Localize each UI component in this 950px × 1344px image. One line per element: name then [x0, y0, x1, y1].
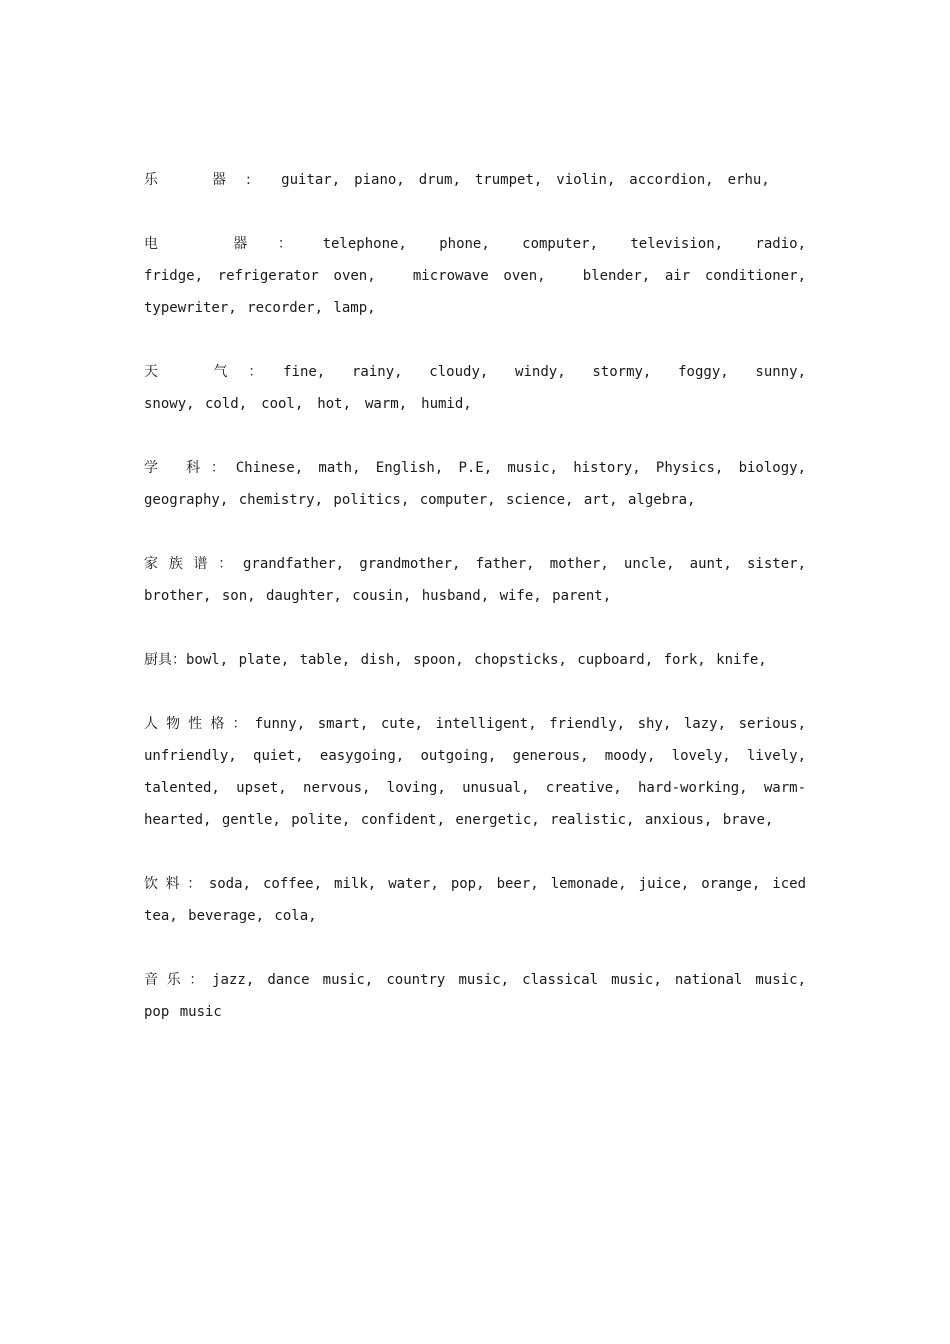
entry-words: guitar, piano, drum, trumpet, violin, accordion, erhu, [281, 172, 770, 188]
entry-words: Chinese, math, English, P.E, music, history, Physics, biology, geography, chemistry, politics, computer, science, art, algebra, [144, 460, 806, 508]
entry-words: funny, smart, cute, intelligent, friendly, shy, lazy, serious, unfriendly, quiet, easygoing, outgoing, generous, moody, lovely, lively, talented, upset, nervous, loving, unusual, creative, hard-working, warm-hearted, gentle, polite, confident, energetic, realistic, anxious, brave, [144, 716, 806, 828]
document-page [144, 164, 831, 1060]
entry-weather [144, 356, 831, 420]
entry-label: 电 器： [144, 236, 323, 252]
entry-words: grandfather, grandmother, father, mother, uncle, aunt, sister, brother, son, daughter, cousin, husband, wife, parent, [144, 556, 806, 604]
entry-drinks [144, 868, 806, 932]
entry-label: 学 科： [144, 460, 236, 476]
entry-label: 家族谱： [144, 556, 243, 572]
entry-family [144, 548, 806, 612]
entry-label: 天 气： [144, 364, 284, 380]
entry-label: 饮料： [144, 876, 209, 892]
entry-personality [144, 708, 806, 836]
entry-words: soda, coffee, milk, water, pop, beer, lemonade, juice, orange, iced tea, beverage, cola, [144, 876, 807, 924]
entry-appliances [144, 228, 831, 324]
entry-music [144, 964, 806, 1028]
entry-words: jazz, dance music, country music, classical music, national music, pop music [144, 972, 807, 1020]
entry-label: 人物性格： [144, 716, 255, 732]
entry-words: telephone, phone, computer, television, radio, fridge, refrigerator oven, microwave oven, blender, air conditioner, typewriter, recorder, lamp, [144, 236, 831, 316]
entry-kitchenware [144, 644, 806, 676]
entry-label: 厨具： [144, 652, 186, 668]
entry-label: 音乐： [144, 972, 213, 988]
entry-instruments [144, 164, 806, 196]
entry-label: 乐 器: [144, 172, 271, 188]
entry-subjects [144, 452, 806, 516]
entry-words: bowl, plate, table, dish, spoon, chopsticks, cupboard, fork, knife, [186, 652, 767, 668]
entry-words: fine, rainy, cloudy, windy, stormy, foggy, sunny, snowy, cold, cool, hot, warm, humid, [144, 364, 831, 412]
